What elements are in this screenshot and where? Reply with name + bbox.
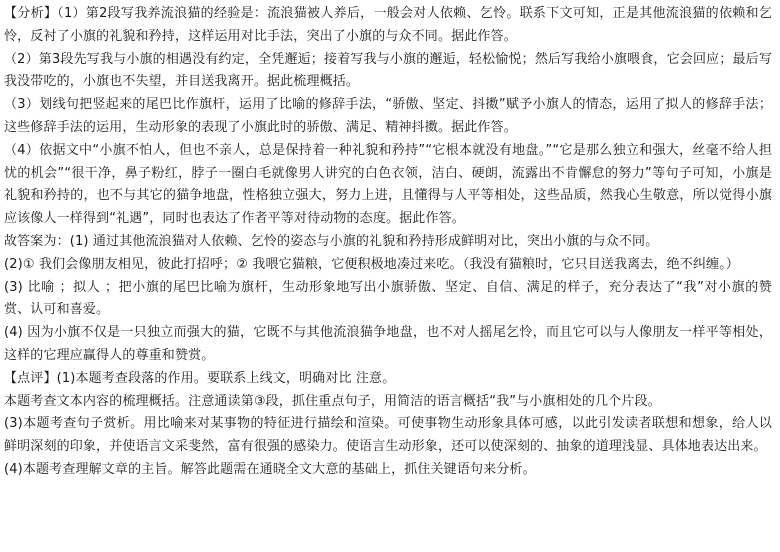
comment-item-1: 【点评】(1)本题考查段落的作用。要联系上线文，明确对比 注意。 xyxy=(4,370,396,386)
analysis-paragraph-1: 【分析】（1）第2段写我养流浪猫的经验是：流浪猫被人养后，一般会对人依赖、乞怜。联系下文可知，正是其他流浪猫的依赖和乞怜，反衬了小旗的礼貌和矜持，这样运用对比手法，突出了小旗的与众不同。据此作答。 xyxy=(4,6,772,44)
comment-item-4: (4)本题考查理解文章的主旨。解答此题需在通晓全文大意的基础上，抓住关键语句来分析。 xyxy=(4,461,536,477)
analysis-paragraph-4: （4）依据文中“小旗不怕人，但也不亲人，总是保持着一种礼貌和矜持”“它根本就没有地盘。”“它是那么独立和强大，丝毫不给人担忧的机会”“很干净，鼻子粉红，脖子一圈白毛就像男人讲究的白色衣领，洁白、硬朗，流露出不肯懈怠的努力”等句子可知，小旗是礼貌和矜持的，也不与其它的猫争地盘，性格独立强大，努力上进，且懂得与人平等相处，这些品质，然我心生敬意，所以觉得小旗应该像人一样得到“礼遇”，同时也表达了作者平等对待动物的态度。据此作答。 xyxy=(4,142,772,227)
analysis-paragraph-2: （2）第3段先写我与小旗的相遇没有约定，全凭邂逅；接着写我与小旗的邂逅，轻松愉悦；然后写我给小旗喂食，它会回应；最后写我没带吃的，小旗也不失望，并目送我离开。据此梳理概括。 xyxy=(4,51,772,90)
answer-item-4: (4) 因为小旗不仅是一只独立而强大的猫，它既不与其他流浪猫争地盘，也不对人摇尾乞怜，而且它可以与人像朋友一样平等相处，这样的它理应赢得人的尊重和赞赏。 xyxy=(4,325,772,363)
answer-item-2: (2)① 我们会像朋友相见，彼此打招呼；② 我喂它猫粮，它便积极地凑过来吃。（我没有猫粮时，它只目送我离去，绝不纠缠。） xyxy=(4,256,739,272)
comment-item-3: (3)本题考查句子赏析。用比喻来对某事物的特征进行描绘和渲染。可使事物生动形象具体可感，以此引发读者联想和想象，给人以鲜明深刻的印象，并使语言文采斐然，富有很强的感染力。使语言生动形象，还可以使深刻的、抽象的道理浅显、具体地表达出来。 xyxy=(4,416,772,455)
analysis-paragraph-3: （3）划线句把竖起来的尾巴比作旗杆，运用了比喻的修辞手法，“骄傲、坚定、抖擞”赋予小旗人的情态，运用了拟人的修辞手法；这些修辞手法的运用，生动形象的表现了小旗此时的骄傲、满足、精神抖擞。据此作答。 xyxy=(4,97,772,135)
answer-item-1: 故答案为：(1) 通过其他流浪猫对人依赖、乞怜的姿态与小旗的礼貌和矜持形成鲜明对比，突出小旗的与众不同。 xyxy=(4,233,659,249)
comment-item-2: 本题考查文本内容的梳理概括。注意通读第③段，抓住重点句子，用简洁的语言概括“我”与小旗相处的几个片段。 xyxy=(4,393,661,409)
answer-item-3: (3) 比喻 ；拟人 ；把小旗的尾巴比喻为旗杆，生动形象地写出小旗骄傲、坚定、自信、满足的样子，充分表达了“我”对小旗的赞赏、认可和喜爱。 xyxy=(4,279,772,318)
